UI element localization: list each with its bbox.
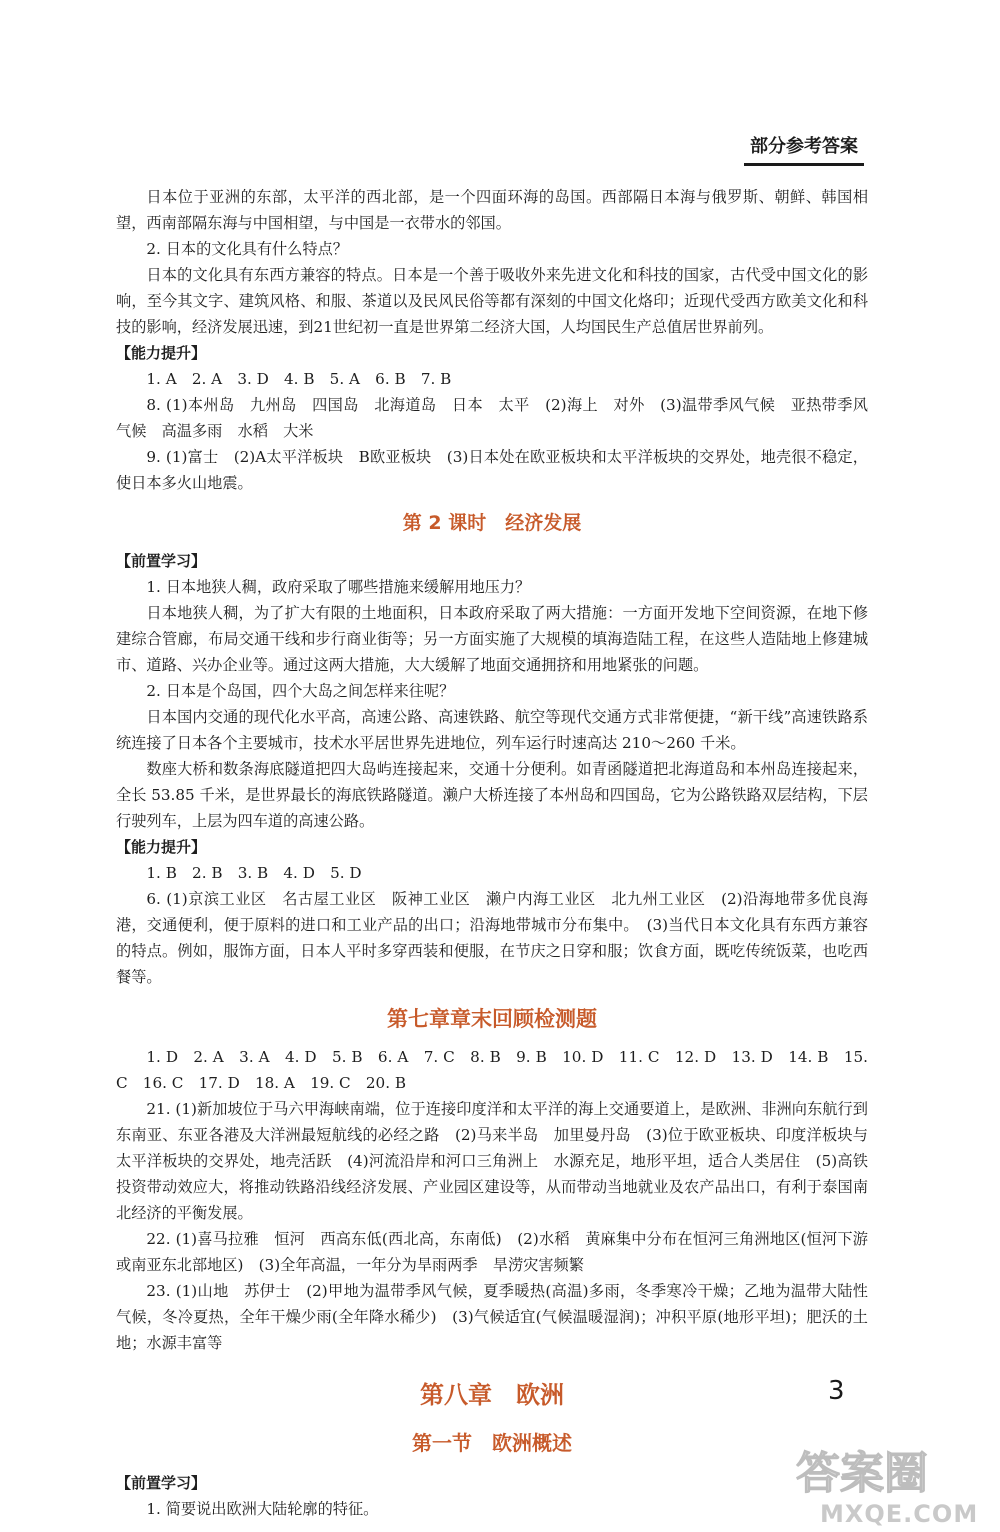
answer-text: 数座大桥和数条海底隧道把四大岛屿连接起来，交通十分便利。如青函隧道把北海道岛和本州岛连接起来，全长 53.85 千米，是世界最长的海底铁路隧道。濑户大桥连接了本州岛和四国岛，它为公路铁路双层结构，下层行驶列车，上层为四车道的高速公路。 xyxy=(116,760,868,830)
watermark-logo-text: 答案圈 xyxy=(796,1448,928,1499)
section-tag: 【前置学习】 xyxy=(116,1474,207,1492)
watermark-url: MXQE.COM xyxy=(820,1500,979,1528)
choice-answers: 1. D 2. A 3. A 4. D 5. B 6. A 7. C 8. B 9. B 10. D 11. C 12. D 13. D 14. B 15. C 16. C 17. D 18. A 19. C 20. B xyxy=(116,1048,868,1092)
header-tag: 部分参考答案 xyxy=(750,136,858,157)
choice-answers: 1. A 2. A 3. D 4. B 5. A 6. B 7. B xyxy=(146,370,452,388)
question: 2. 日本是个岛国，四个大岛之间怎样来往呢？ xyxy=(146,682,455,700)
choice-answers: 1. B 2. B 3. B 4. D 5. D xyxy=(146,864,362,882)
question: 1. 简要说出欧洲大陆轮廓的特征。 xyxy=(146,1500,379,1518)
question: 1. 日本地狭人稠，政府采取了哪些措施来缓解用地压力？ xyxy=(146,578,531,596)
header-rule xyxy=(744,163,864,166)
answer-text: 9. (1)富士 (2)A太平洋板块 B欧亚板块 (3)日本处在欧亚板块和太平洋板块的交界处，地壳很不稳定，使日本多火山地震。 xyxy=(116,448,868,492)
section-tag: 【能力提升】 xyxy=(116,838,207,856)
answer-text: 8. (1)本州岛 九州岛 四国岛 北海道岛 日本 太平 (2)海上 对外 (3)温带季风气候 亚热带季风气候 高温多雨 水稻 大米 xyxy=(116,396,868,440)
answer-text: 23. (1)山地 苏伊士 (2)甲地为温带季风气候，夏季暖热(高温)多雨，冬季寒冷干燥；乙地为温带大陆性气候，冬冷夏热，全年干燥少雨(全年降水稀少) (3)气候适宜(气候温暖湿润)；冲积平原(地形平坦)；肥沃的土地；水源丰富等 xyxy=(116,1282,868,1352)
answer-text: 日本的文化具有东西方兼容的特点。日本是一个善于吸收外来先进文化和科技的国家，古代受中国文化的影响，至今其文字、建筑风格、和服、茶道以及民风民俗等都有深刻的中国文化烙印；近现代受西方欧美文化和科技的影响，经济发展迅速，到21世纪初一直是世界第二经济大国，人均国民生产总值居世界前列。 xyxy=(116,266,868,336)
answer-text: 日本国内交通的现代化水平高，高速公路、高速铁路、航空等现代交通方式非常便捷，“新干线”高速铁路系统连接了日本各个主要城市，技术水平居世界先进地位，列车运行时速高达 210～260 千米。 xyxy=(116,708,868,752)
review-title: 第七章章末回顾检测题 xyxy=(387,1007,597,1031)
section-title: 第一节 欧洲概述 xyxy=(412,1431,572,1455)
content xyxy=(116,184,868,1522)
answer-text: 日本地狭人稠，为了扩大有限的土地面积，日本政府采取了两大措施：一方面开发地下空间资源，在地下修建综合管廊，布局交通干线和步行商业街等；另一方面实施了大规模的填海造陆工程，在这些人造陆地上修建城市、道路、兴办企业等。通过这两大措施，大大缓解了地面交通拥挤和用地紧张的问题。 xyxy=(116,604,868,674)
section-tag: 【前置学习】 xyxy=(116,552,207,570)
question: 2. 日本的文化具有什么特点？ xyxy=(146,240,348,258)
chapter-title: 第八章 欧洲 xyxy=(420,1381,564,1409)
answer-text: 22. (1)喜马拉雅 恒河 西高东低(西北高，东南低) (2)水稻 黄麻集中分布在恒河三角洲地区(恒河下游或南亚东北部地区) (3)全年高温，一年分为旱雨两季 旱涝灾害频繁 xyxy=(116,1230,868,1274)
answer-text: 6. (1)京滨工业区 名古屋工业区 阪神工业区 濑户内海工业区 北九州工业区 (2)沿海地带多优良海港，交通便利，便于原料的进口和工业产品的出口；沿海地带城市分布集中。 (3)当代日本文化具有东西方兼容的特点。例如，服饰方面，日本人平时多穿西装和便服，在节庆之日穿和服；饮食方面，既吃传统饭菜，也吃西餐等。 xyxy=(116,890,868,986)
lesson-title: 第 2 课时 经济发展 xyxy=(402,512,582,534)
section-tag: 【能力提升】 xyxy=(116,344,207,362)
page-number: 3 xyxy=(828,1376,845,1406)
answer-text: 日本位于亚洲的东部，太平洋的西北部，是一个四面环海的岛国。西部隔日本海与俄罗斯、朝鲜、韩国相望，西南部隔东海与中国相望，与中国是一衣带水的邻国。 xyxy=(116,188,868,232)
answer-text: 21. (1)新加坡位于马六甲海峡南端，位于连接印度洋和太平洋的海上交通要道上，是欧洲、非洲向东航行到东南亚、东亚各港及大洋洲最短航线的必经之路 (2)马来半岛 加里曼丹岛 (3)位于欧亚板块、印度洋板块与太平洋板块的交界处，地壳活跃 (4)河流沿岸和河口三角洲上 水源充足，地形平坦，适合人类居住 (5)高铁投资带动效应大，将推动铁路沿线经济发展、产业园区建设等，从而带动当地就业及农产品出口，有利于泰国南北经济的平衡发展。 xyxy=(116,1100,868,1222)
